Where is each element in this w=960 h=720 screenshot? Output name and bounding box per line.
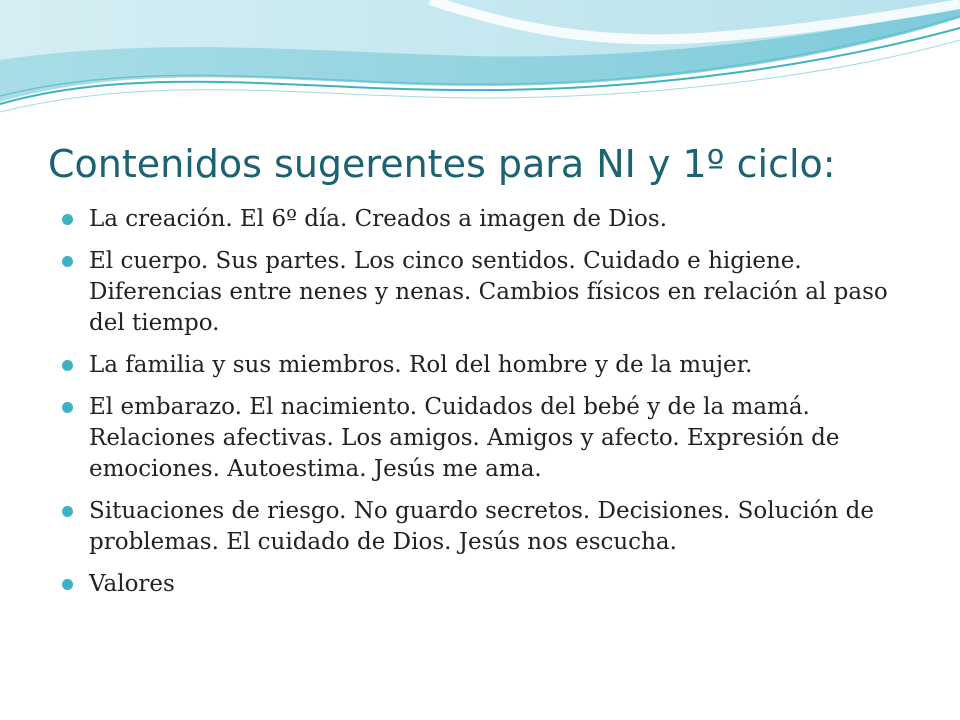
circle-bullet-icon	[62, 506, 73, 517]
bullet-text: Situaciones de riesgo. No guardo secretos. Decisiones. Solución de problemas. El cuidado de Dios. Jesús nos escucha.	[89, 498, 874, 555]
bullet-text: El embarazo. El nacimiento. Cuidados del bebé y de la mamá. Relaciones afectivas. Los amigos. Amigos y afecto. Expresión de emociones. Autoestima. Jesús me ama.	[89, 394, 840, 482]
bullet-text: La creación. El 6º día. Creados a imagen de Dios.	[89, 206, 668, 232]
bullet-text: La familia y sus miembros. Rol del hombre y de la mujer.	[89, 352, 753, 378]
circle-bullet-icon	[62, 214, 73, 225]
circle-bullet-icon	[62, 256, 73, 267]
circle-bullet-icon	[62, 402, 73, 413]
list-item	[62, 569, 892, 600]
circle-bullet-icon	[62, 579, 73, 590]
list-item	[62, 204, 892, 235]
list-item	[62, 392, 892, 485]
bullet-list	[62, 204, 892, 611]
slide-title: Contenidos sugerentes para NI y 1º ciclo:	[48, 142, 836, 186]
decorative-wave-header	[0, 0, 960, 120]
circle-bullet-icon	[62, 360, 73, 371]
bullet-text: Valores	[89, 571, 175, 597]
list-item	[62, 496, 892, 558]
bullet-text: El cuerpo. Sus partes. Los cinco sentidos. Cuidado e higiene. Diferencias entre nenes y nenas. Cambios físicos en relación al paso del tiempo.	[89, 248, 888, 336]
list-item	[62, 350, 892, 381]
list-item	[62, 246, 892, 339]
